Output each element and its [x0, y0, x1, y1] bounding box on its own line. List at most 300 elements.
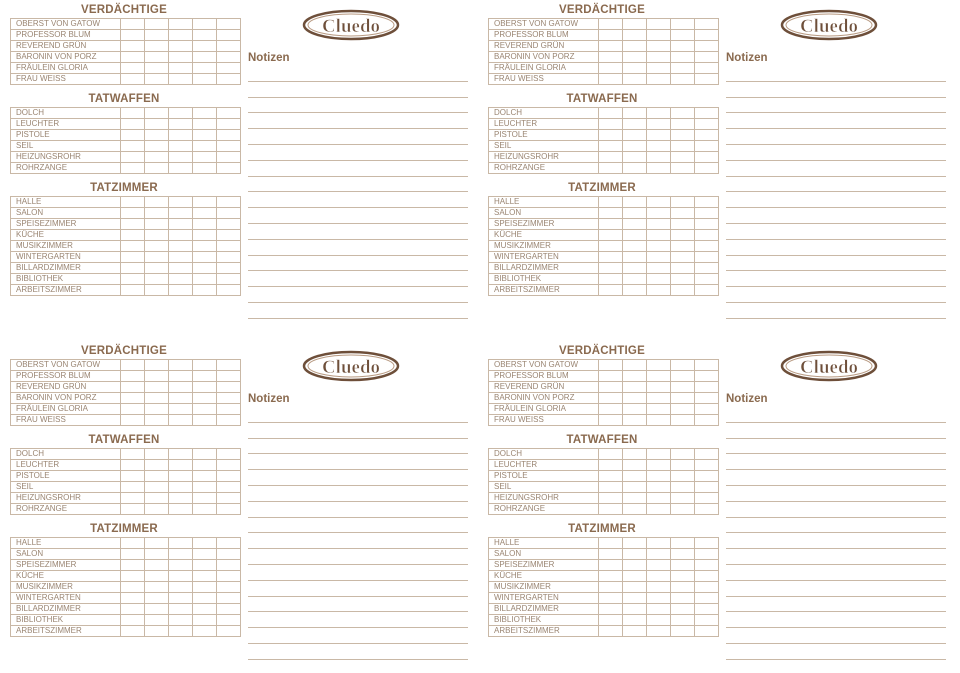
note-line[interactable]	[248, 612, 468, 628]
checkbox-cell[interactable]	[671, 504, 695, 515]
checkbox-cell[interactable]	[193, 560, 217, 571]
checkbox-cell[interactable]	[695, 141, 719, 152]
checkbox-cell[interactable]	[623, 141, 647, 152]
note-line[interactable]	[248, 470, 468, 486]
checkbox-cell[interactable]	[217, 604, 241, 615]
checkbox-cell[interactable]	[695, 108, 719, 119]
checkbox-cell[interactable]	[647, 119, 671, 130]
checkbox-cell[interactable]	[217, 538, 241, 549]
checkbox-cell[interactable]	[671, 371, 695, 382]
checkbox-cell[interactable]	[695, 197, 719, 208]
checkbox-cell[interactable]	[217, 74, 241, 85]
checkbox-cell[interactable]	[217, 285, 241, 296]
checkbox-cell[interactable]	[695, 371, 719, 382]
checkbox-cell[interactable]	[217, 274, 241, 285]
checkbox-cell[interactable]	[193, 593, 217, 604]
note-line[interactable]	[726, 66, 946, 82]
checkbox-cell[interactable]	[647, 393, 671, 404]
checkbox-cell[interactable]	[623, 252, 647, 263]
checkbox-cell[interactable]	[623, 241, 647, 252]
checkbox-cell[interactable]	[671, 19, 695, 30]
note-line[interactable]	[726, 240, 946, 256]
checkbox-cell[interactable]	[193, 219, 217, 230]
note-line[interactable]	[248, 113, 468, 129]
checkbox-cell[interactable]	[623, 163, 647, 174]
checkbox-cell[interactable]	[169, 571, 193, 582]
checkbox-cell[interactable]	[169, 493, 193, 504]
checkbox-cell[interactable]	[121, 604, 145, 615]
note-line[interactable]	[726, 565, 946, 581]
checkbox-cell[interactable]	[623, 482, 647, 493]
checkbox-cell[interactable]	[623, 41, 647, 52]
checkbox-cell[interactable]	[671, 241, 695, 252]
checkbox-cell[interactable]	[623, 593, 647, 604]
checkbox-cell[interactable]	[121, 371, 145, 382]
checkbox-cell[interactable]	[217, 626, 241, 637]
checkbox-cell[interactable]	[599, 449, 623, 460]
checkbox-cell[interactable]	[193, 263, 217, 274]
checkbox-cell[interactable]	[193, 152, 217, 163]
checkbox-cell[interactable]	[599, 460, 623, 471]
checkbox-cell[interactable]	[647, 504, 671, 515]
checkbox-cell[interactable]	[647, 197, 671, 208]
checkbox-cell[interactable]	[599, 263, 623, 274]
checkbox-cell[interactable]	[599, 52, 623, 63]
checkbox-cell[interactable]	[169, 504, 193, 515]
checkbox-cell[interactable]	[145, 371, 169, 382]
checkbox-cell[interactable]	[695, 285, 719, 296]
checkbox-cell[interactable]	[623, 493, 647, 504]
checkbox-cell[interactable]	[647, 471, 671, 482]
checkbox-cell[interactable]	[145, 482, 169, 493]
note-line[interactable]	[726, 549, 946, 565]
checkbox-cell[interactable]	[647, 74, 671, 85]
checkbox-cell[interactable]	[193, 571, 217, 582]
checkbox-cell[interactable]	[647, 19, 671, 30]
checkbox-cell[interactable]	[121, 263, 145, 274]
checkbox-cell[interactable]	[623, 404, 647, 415]
checkbox-cell[interactable]	[145, 382, 169, 393]
checkbox-cell[interactable]	[217, 219, 241, 230]
checkbox-cell[interactable]	[169, 460, 193, 471]
checkbox-cell[interactable]	[193, 74, 217, 85]
checkbox-cell[interactable]	[599, 560, 623, 571]
checkbox-cell[interactable]	[169, 360, 193, 371]
checkbox-cell[interactable]	[169, 108, 193, 119]
checkbox-cell[interactable]	[193, 208, 217, 219]
checkbox-cell[interactable]	[647, 615, 671, 626]
checkbox-cell[interactable]	[671, 119, 695, 130]
checkbox-cell[interactable]	[193, 626, 217, 637]
checkbox-cell[interactable]	[647, 108, 671, 119]
checkbox-cell[interactable]	[671, 263, 695, 274]
checkbox-cell[interactable]	[695, 241, 719, 252]
note-line[interactable]	[248, 454, 468, 470]
note-line[interactable]	[248, 439, 468, 455]
checkbox-cell[interactable]	[671, 493, 695, 504]
checkbox-cell[interactable]	[671, 360, 695, 371]
checkbox-cell[interactable]	[217, 119, 241, 130]
checkbox-cell[interactable]	[121, 141, 145, 152]
checkbox-cell[interactable]	[121, 482, 145, 493]
checkbox-cell[interactable]	[169, 382, 193, 393]
note-line[interactable]	[248, 565, 468, 581]
checkbox-cell[interactable]	[671, 163, 695, 174]
checkbox-cell[interactable]	[599, 482, 623, 493]
checkbox-cell[interactable]	[695, 19, 719, 30]
checkbox-cell[interactable]	[671, 285, 695, 296]
checkbox-cell[interactable]	[671, 208, 695, 219]
checkbox-cell[interactable]	[169, 393, 193, 404]
checkbox-cell[interactable]	[217, 382, 241, 393]
note-line[interactable]	[726, 612, 946, 628]
checkbox-cell[interactable]	[671, 274, 695, 285]
checkbox-cell[interactable]	[647, 593, 671, 604]
checkbox-cell[interactable]	[169, 626, 193, 637]
checkbox-cell[interactable]	[695, 152, 719, 163]
note-line[interactable]	[248, 423, 468, 439]
checkbox-cell[interactable]	[193, 404, 217, 415]
note-line[interactable]	[248, 192, 468, 208]
checkbox-cell[interactable]	[169, 449, 193, 460]
note-line[interactable]	[248, 240, 468, 256]
checkbox-cell[interactable]	[217, 504, 241, 515]
checkbox-cell[interactable]	[193, 415, 217, 426]
checkbox-cell[interactable]	[169, 119, 193, 130]
checkbox-cell[interactable]	[145, 141, 169, 152]
checkbox-cell[interactable]	[599, 152, 623, 163]
checkbox-cell[interactable]	[647, 415, 671, 426]
checkbox-cell[interactable]	[647, 449, 671, 460]
checkbox-cell[interactable]	[599, 285, 623, 296]
checkbox-cell[interactable]	[121, 460, 145, 471]
checkbox-cell[interactable]	[695, 360, 719, 371]
checkbox-cell[interactable]	[695, 130, 719, 141]
checkbox-cell[interactable]	[193, 604, 217, 615]
note-line[interactable]	[726, 256, 946, 272]
checkbox-cell[interactable]	[121, 41, 145, 52]
checkbox-cell[interactable]	[217, 471, 241, 482]
note-line[interactable]	[726, 454, 946, 470]
checkbox-cell[interactable]	[671, 52, 695, 63]
checkbox-cell[interactable]	[695, 30, 719, 41]
checkbox-cell[interactable]	[169, 560, 193, 571]
checkbox-cell[interactable]	[599, 19, 623, 30]
checkbox-cell[interactable]	[145, 560, 169, 571]
checkbox-cell[interactable]	[193, 130, 217, 141]
checkbox-cell[interactable]	[599, 63, 623, 74]
checkbox-cell[interactable]	[695, 538, 719, 549]
checkbox-cell[interactable]	[145, 549, 169, 560]
checkbox-cell[interactable]	[193, 119, 217, 130]
checkbox-cell[interactable]	[623, 119, 647, 130]
checkbox-cell[interactable]	[217, 449, 241, 460]
checkbox-cell[interactable]	[169, 285, 193, 296]
checkbox-cell[interactable]	[121, 63, 145, 74]
checkbox-cell[interactable]	[169, 371, 193, 382]
checkbox-cell[interactable]	[145, 449, 169, 460]
checkbox-cell[interactable]	[695, 582, 719, 593]
checkbox-cell[interactable]	[647, 241, 671, 252]
checkbox-cell[interactable]	[671, 615, 695, 626]
checkbox-cell[interactable]	[169, 163, 193, 174]
checkbox-cell[interactable]	[121, 252, 145, 263]
checkbox-cell[interactable]	[647, 163, 671, 174]
checkbox-cell[interactable]	[599, 30, 623, 41]
checkbox-cell[interactable]	[671, 197, 695, 208]
note-line[interactable]	[248, 208, 468, 224]
checkbox-cell[interactable]	[169, 263, 193, 274]
checkbox-cell[interactable]	[217, 549, 241, 560]
checkbox-cell[interactable]	[599, 130, 623, 141]
checkbox-cell[interactable]	[623, 152, 647, 163]
checkbox-cell[interactable]	[695, 393, 719, 404]
checkbox-cell[interactable]	[121, 493, 145, 504]
checkbox-cell[interactable]	[647, 538, 671, 549]
checkbox-cell[interactable]	[217, 197, 241, 208]
checkbox-cell[interactable]	[169, 230, 193, 241]
checkbox-cell[interactable]	[623, 19, 647, 30]
note-line[interactable]	[248, 581, 468, 597]
checkbox-cell[interactable]	[145, 404, 169, 415]
note-line[interactable]	[248, 224, 468, 240]
checkbox-cell[interactable]	[217, 163, 241, 174]
checkbox-cell[interactable]	[145, 263, 169, 274]
checkbox-cell[interactable]	[695, 63, 719, 74]
checkbox-cell[interactable]	[671, 141, 695, 152]
checkbox-cell[interactable]	[623, 626, 647, 637]
checkbox-cell[interactable]	[217, 41, 241, 52]
checkbox-cell[interactable]	[695, 626, 719, 637]
checkbox-cell[interactable]	[599, 493, 623, 504]
note-line[interactable]	[726, 407, 946, 423]
note-line[interactable]	[248, 549, 468, 565]
checkbox-cell[interactable]	[623, 571, 647, 582]
checkbox-cell[interactable]	[193, 504, 217, 515]
checkbox-cell[interactable]	[121, 52, 145, 63]
checkbox-cell[interactable]	[217, 108, 241, 119]
checkbox-cell[interactable]	[217, 130, 241, 141]
checkbox-cell[interactable]	[623, 274, 647, 285]
checkbox-cell[interactable]	[217, 230, 241, 241]
checkbox-cell[interactable]	[671, 549, 695, 560]
checkbox-cell[interactable]	[623, 582, 647, 593]
note-line[interactable]	[726, 533, 946, 549]
checkbox-cell[interactable]	[121, 74, 145, 85]
checkbox-cell[interactable]	[599, 119, 623, 130]
checkbox-cell[interactable]	[121, 415, 145, 426]
checkbox-cell[interactable]	[647, 626, 671, 637]
checkbox-cell[interactable]	[145, 74, 169, 85]
note-line[interactable]	[248, 486, 468, 502]
checkbox-cell[interactable]	[169, 219, 193, 230]
checkbox-cell[interactable]	[193, 449, 217, 460]
checkbox-cell[interactable]	[599, 360, 623, 371]
checkbox-cell[interactable]	[695, 571, 719, 582]
note-line[interactable]	[248, 271, 468, 287]
checkbox-cell[interactable]	[169, 30, 193, 41]
checkbox-cell[interactable]	[169, 241, 193, 252]
checkbox-cell[interactable]	[169, 130, 193, 141]
note-line[interactable]	[726, 502, 946, 518]
checkbox-cell[interactable]	[145, 604, 169, 615]
note-line[interactable]	[248, 660, 468, 673]
checkbox-cell[interactable]	[121, 197, 145, 208]
note-line[interactable]	[726, 660, 946, 673]
checkbox-cell[interactable]	[145, 460, 169, 471]
checkbox-cell[interactable]	[121, 549, 145, 560]
checkbox-cell[interactable]	[193, 538, 217, 549]
checkbox-cell[interactable]	[647, 30, 671, 41]
checkbox-cell[interactable]	[145, 504, 169, 515]
checkbox-cell[interactable]	[145, 152, 169, 163]
checkbox-cell[interactable]	[671, 482, 695, 493]
checkbox-cell[interactable]	[695, 41, 719, 52]
note-line[interactable]	[248, 644, 468, 660]
note-line[interactable]	[248, 66, 468, 82]
checkbox-cell[interactable]	[145, 30, 169, 41]
checkbox-cell[interactable]	[647, 560, 671, 571]
note-line[interactable]	[726, 597, 946, 613]
checkbox-cell[interactable]	[145, 493, 169, 504]
checkbox-cell[interactable]	[193, 241, 217, 252]
note-line[interactable]	[726, 224, 946, 240]
checkbox-cell[interactable]	[145, 615, 169, 626]
note-line[interactable]	[248, 145, 468, 161]
checkbox-cell[interactable]	[647, 219, 671, 230]
checkbox-cell[interactable]	[695, 482, 719, 493]
checkbox-cell[interactable]	[169, 538, 193, 549]
note-line[interactable]	[248, 407, 468, 423]
note-line[interactable]	[726, 145, 946, 161]
note-line[interactable]	[726, 287, 946, 303]
checkbox-cell[interactable]	[599, 252, 623, 263]
note-line[interactable]	[248, 319, 468, 332]
note-line[interactable]	[248, 303, 468, 319]
checkbox-cell[interactable]	[193, 63, 217, 74]
checkbox-cell[interactable]	[695, 52, 719, 63]
checkbox-cell[interactable]	[599, 604, 623, 615]
checkbox-cell[interactable]	[647, 582, 671, 593]
note-line[interactable]	[726, 581, 946, 597]
checkbox-cell[interactable]	[169, 582, 193, 593]
checkbox-cell[interactable]	[217, 615, 241, 626]
note-line[interactable]	[248, 533, 468, 549]
checkbox-cell[interactable]	[671, 449, 695, 460]
checkbox-cell[interactable]	[193, 252, 217, 263]
checkbox-cell[interactable]	[623, 263, 647, 274]
checkbox-cell[interactable]	[169, 274, 193, 285]
checkbox-cell[interactable]	[193, 285, 217, 296]
checkbox-cell[interactable]	[121, 152, 145, 163]
checkbox-cell[interactable]	[121, 274, 145, 285]
checkbox-cell[interactable]	[193, 482, 217, 493]
checkbox-cell[interactable]	[217, 152, 241, 163]
checkbox-cell[interactable]	[145, 108, 169, 119]
checkbox-cell[interactable]	[647, 252, 671, 263]
checkbox-cell[interactable]	[647, 460, 671, 471]
checkbox-cell[interactable]	[145, 582, 169, 593]
checkbox-cell[interactable]	[623, 219, 647, 230]
checkbox-cell[interactable]	[599, 393, 623, 404]
checkbox-cell[interactable]	[623, 615, 647, 626]
checkbox-cell[interactable]	[145, 626, 169, 637]
checkbox-cell[interactable]	[145, 241, 169, 252]
checkbox-cell[interactable]	[647, 63, 671, 74]
checkbox-cell[interactable]	[121, 219, 145, 230]
checkbox-cell[interactable]	[169, 141, 193, 152]
checkbox-cell[interactable]	[599, 504, 623, 515]
checkbox-cell[interactable]	[193, 371, 217, 382]
checkbox-cell[interactable]	[145, 415, 169, 426]
checkbox-cell[interactable]	[145, 471, 169, 482]
checkbox-cell[interactable]	[671, 415, 695, 426]
checkbox-cell[interactable]	[695, 504, 719, 515]
checkbox-cell[interactable]	[623, 371, 647, 382]
checkbox-cell[interactable]	[647, 285, 671, 296]
checkbox-cell[interactable]	[671, 230, 695, 241]
checkbox-cell[interactable]	[647, 360, 671, 371]
checkbox-cell[interactable]	[217, 241, 241, 252]
note-line[interactable]	[726, 271, 946, 287]
checkbox-cell[interactable]	[623, 549, 647, 560]
checkbox-cell[interactable]	[695, 252, 719, 263]
checkbox-cell[interactable]	[121, 626, 145, 637]
checkbox-cell[interactable]	[169, 404, 193, 415]
checkbox-cell[interactable]	[121, 130, 145, 141]
checkbox-cell[interactable]	[623, 471, 647, 482]
checkbox-cell[interactable]	[121, 241, 145, 252]
checkbox-cell[interactable]	[217, 460, 241, 471]
checkbox-cell[interactable]	[121, 615, 145, 626]
checkbox-cell[interactable]	[145, 208, 169, 219]
checkbox-cell[interactable]	[121, 163, 145, 174]
checkbox-cell[interactable]	[599, 471, 623, 482]
checkbox-cell[interactable]	[647, 41, 671, 52]
checkbox-cell[interactable]	[169, 549, 193, 560]
checkbox-cell[interactable]	[145, 63, 169, 74]
note-line[interactable]	[726, 192, 946, 208]
checkbox-cell[interactable]	[217, 30, 241, 41]
checkbox-cell[interactable]	[169, 482, 193, 493]
checkbox-cell[interactable]	[121, 582, 145, 593]
checkbox-cell[interactable]	[647, 130, 671, 141]
checkbox-cell[interactable]	[647, 382, 671, 393]
checkbox-cell[interactable]	[647, 274, 671, 285]
checkbox-cell[interactable]	[695, 163, 719, 174]
checkbox-cell[interactable]	[193, 274, 217, 285]
checkbox-cell[interactable]	[217, 52, 241, 63]
checkbox-cell[interactable]	[193, 382, 217, 393]
note-line[interactable]	[248, 518, 468, 534]
checkbox-cell[interactable]	[599, 582, 623, 593]
checkbox-cell[interactable]	[145, 130, 169, 141]
checkbox-cell[interactable]	[217, 371, 241, 382]
checkbox-cell[interactable]	[671, 130, 695, 141]
checkbox-cell[interactable]	[623, 393, 647, 404]
checkbox-cell[interactable]	[647, 493, 671, 504]
checkbox-cell[interactable]	[623, 30, 647, 41]
checkbox-cell[interactable]	[145, 19, 169, 30]
checkbox-cell[interactable]	[623, 560, 647, 571]
note-line[interactable]	[726, 113, 946, 129]
checkbox-cell[interactable]	[217, 63, 241, 74]
checkbox-cell[interactable]	[145, 230, 169, 241]
checkbox-cell[interactable]	[599, 593, 623, 604]
checkbox-cell[interactable]	[623, 74, 647, 85]
checkbox-cell[interactable]	[695, 274, 719, 285]
checkbox-cell[interactable]	[217, 208, 241, 219]
